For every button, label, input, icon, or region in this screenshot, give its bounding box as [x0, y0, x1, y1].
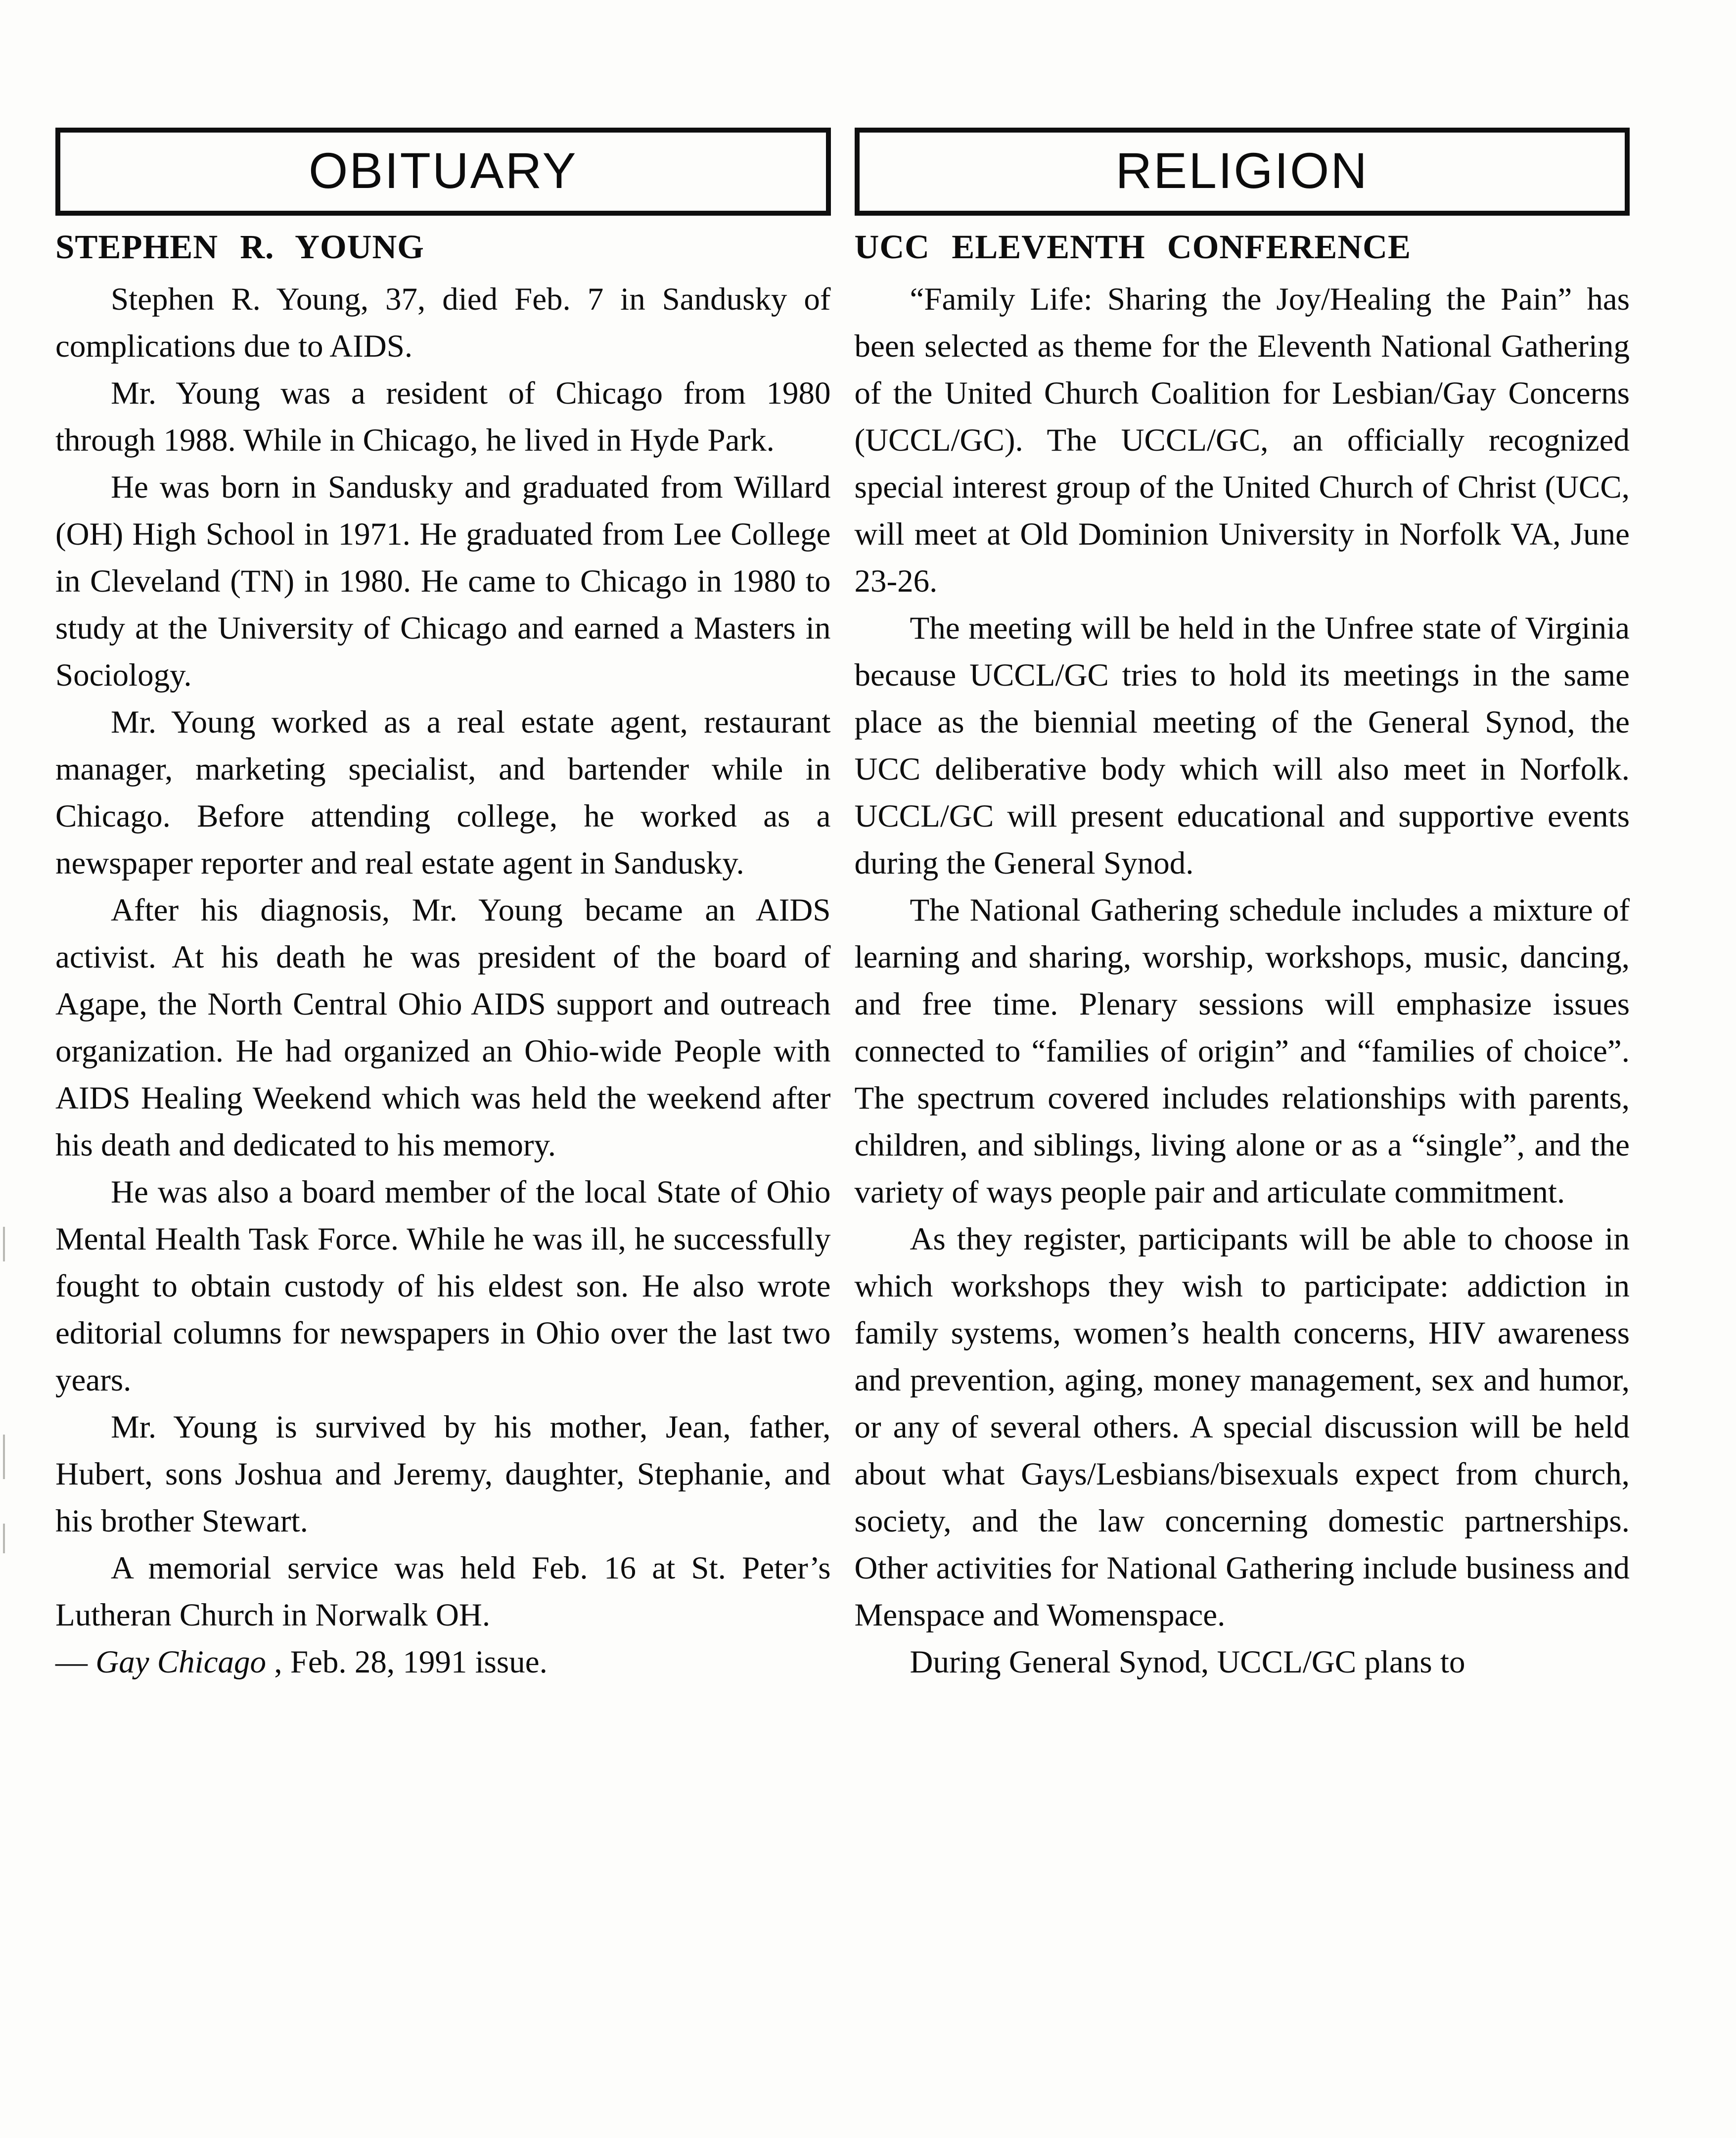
religion-section-title: RELIGION — [1115, 142, 1369, 199]
obituary-section — [55, 128, 831, 1686]
religion-paragraph-3: The National Gathering schedule includes a mixture of learning and sharing, worship, workshops, music, dancing, and free time. Plenary sessions will emphasize issues connected to “families of origin” and “families of choice”. The spectrum covered includes relationships with parents, children, and siblings, living alone or as a “single”, and the variety of ways people pair and articulate commitment. — [854, 892, 1630, 1210]
religion-paragraph-4: As they register, participants will be able to choose in which workshops they wish to participate: addiction in family systems, women’s health concerns, HIV awareness and prevention, aging, money management, sex and humor, or any of several others. A special discussion will be held about what Gays/Lesbians/bisexuals expect from church, society, and the law concerning domestic partnerships. Other activities for National Gathering include business and Menspace and Womenspace. — [854, 1221, 1630, 1633]
attribution-source-name: Gay Chicago — [95, 1644, 267, 1680]
religion-paragraph-5: During General Synod, UCCL/GC plans to — [910, 1644, 1465, 1680]
obituary-paragraph-6: He was also a board member of the local State of Ohio Mental Health Task Force. While he was ill, he successfully fought to obtain custody of his eldest son. He also wrote editorial columns for newspapers in Ohio over the last two years. — [55, 1174, 831, 1398]
religion-paragraph-2: The meeting will be held in the Unfree state of Virginia because UCCL/GC tries to hold its meetings in the same place as the biennial meeting of the General Synod, the UCC deliberative body which will also meet in Norfolk. UCCL/GC will present educational and supportive events during the General Synod. — [854, 610, 1630, 881]
obituary-header-box — [55, 128, 831, 216]
attribution-issue-date: , Feb. 28, 1991 issue. — [266, 1644, 548, 1680]
obituary-paragraph-1: Stephen R. Young, 37, died Feb. 7 in Sandusky of complications due to AIDS. — [55, 281, 831, 364]
obituary-article-heading: STEPHEN R. YOUNG — [55, 228, 424, 266]
scan-artifact — [3, 1524, 5, 1553]
obituary-paragraph-3: He was born in Sandusky and graduated from Willard (OH) High School in 1971. He graduated from Lee College in Cleveland (TN) in 1980. He came to Chicago in 1980 to study at the University of Chicago and earned a Masters in Sociology. — [55, 469, 831, 693]
obituary-paragraph-2: Mr. Young was a resident of Chicago from 1980 through 1988. While in Chicago, he lived in Hyde Park. — [55, 375, 831, 458]
religion-section — [855, 128, 1630, 1686]
obituary-section-title: OBITUARY — [308, 142, 578, 199]
scan-artifact — [3, 1227, 5, 1261]
obituary-paragraph-4: Mr. Young worked as a real estate agent, restaurant manager, marketing specialist, and bartender while in Chicago. Before attending college, he worked as a newspaper reporter and real estate agent in Sandusky. — [55, 704, 831, 881]
obituary-paragraph-5: After his diagnosis, Mr. Young became an AIDS activist. At his death he was president of the board of Agape, the North Central Ohio AIDS support and outreach organization. He had organized an Ohio-wide People with AIDS Healing Weekend which was held the weekend after his death and dedicated to his memory. — [55, 892, 831, 1163]
religion-article-heading: UCC ELEVENTH CONFERENCE — [854, 228, 1411, 266]
scan-artifact — [3, 1435, 5, 1479]
religion-paragraph-1: “Family Life: Sharing the Joy/Healing the Pain” has been selected as theme for the Eleventh National Gathering of the United Church Coalition for Lesbian/Gay Concerns (UCCL/GC). The UCCL/GC, an officially recognized special interest group of the United Church of Christ (UCC, will meet at Old Dominion University in Norfolk VA, June 23-26. — [854, 281, 1630, 599]
religion-header-box — [855, 128, 1630, 216]
obituary-paragraph-8: A memorial service was held Feb. 16 at St. Peter’s Lutheran Church in Norwalk OH. — [55, 1550, 831, 1633]
obituary-paragraph-7: Mr. Young is survived by his mother, Jean, father, Hubert, sons Joshua and Jeremy, daughter, Stephanie, and his brother Stewart. — [55, 1409, 831, 1539]
attribution-line — [55, 1639, 831, 1686]
attribution-dash: — — [55, 1644, 96, 1680]
